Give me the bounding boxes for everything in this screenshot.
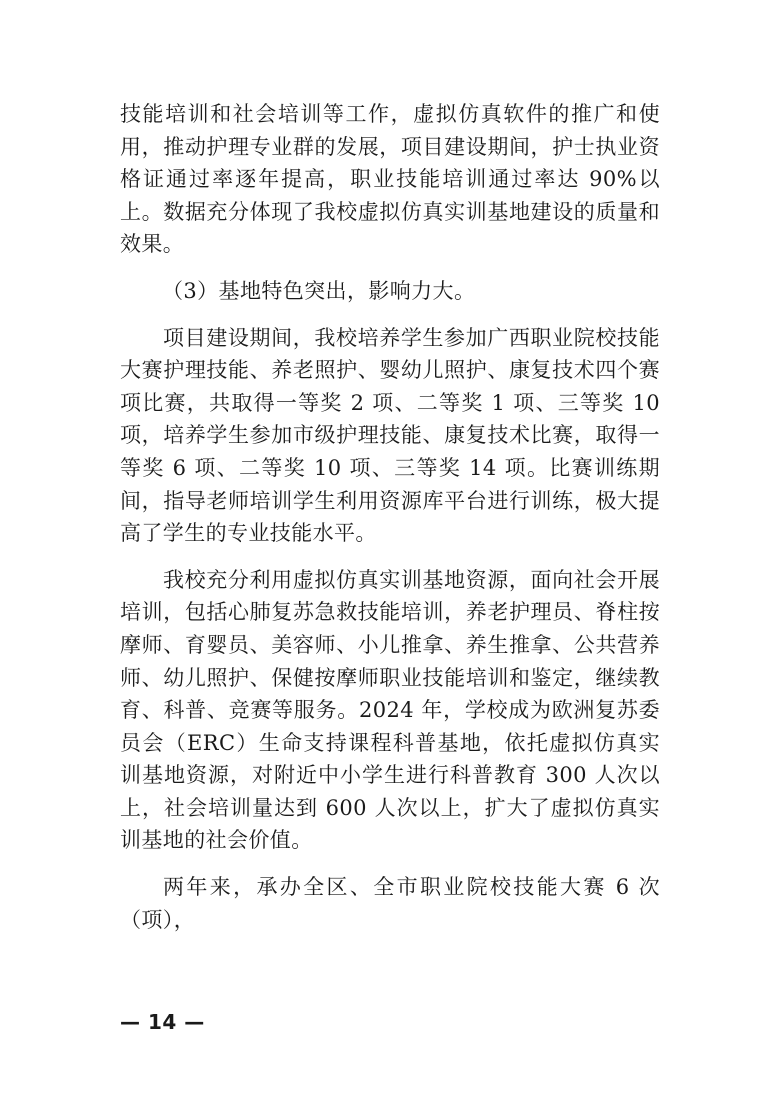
paragraph-social-training: 我校充分利用虚拟仿真实训基地资源，面向社会开展培训，包括心肺复苏急救技能培训，养老护理员、脊柱按摩师、育婴员、美容师、小儿推拿、养生推拿、公共营养师、幼儿照护、保健按摩师职业技能培训和鉴定，继续教育、科普、竞赛等服务。2024 年，学校成为欧洲复苏委员会（ERC）生命支持课程科普基地，依托虚拟仿真实训基地资源，对附近中小学生进行科普教育 300 人次以上，社会培训量达到 600 人次以上，扩大了虚拟仿真实训基地的社会价值。 bbox=[120, 567, 660, 853]
page-number: — 14 — bbox=[120, 1010, 205, 1034]
paragraph-continuation: 技能培训和社会培训等工作，虚拟仿真软件的推广和使用，推动护理专业群的发展，项目建设期间，护士执业资格证通过率逐年提高，职业技能培训通过率达 90%以上。数据充分体现了我校虚拟仿真实训基地建设的质量和效果。 bbox=[120, 102, 660, 257]
paragraph-competitions: 项目建设期间，我校培养学生参加广西职业院校技能大赛护理技能、养老照护、婴幼儿照护、康复技术四个赛项比赛，共取得一等奖 2 项、二等奖 1 项、三等奖 10 项，培养学生参加市级护理技能、康复技术比赛，取得一等奖 6 项、二等奖 10 项、三等奖 14 项。比赛训练期间，指导老师培训学生利用资源库平台进行训练，极大提高了学生的专业技能水平。 bbox=[120, 325, 660, 546]
body-text bbox=[120, 98, 660, 950]
paragraph-hosting: 两年来，承办全区、全市职业院校技能大赛 6 次（项）， bbox=[120, 875, 660, 932]
section-heading: （3）基地特色突出，影响力大。 bbox=[162, 278, 476, 303]
